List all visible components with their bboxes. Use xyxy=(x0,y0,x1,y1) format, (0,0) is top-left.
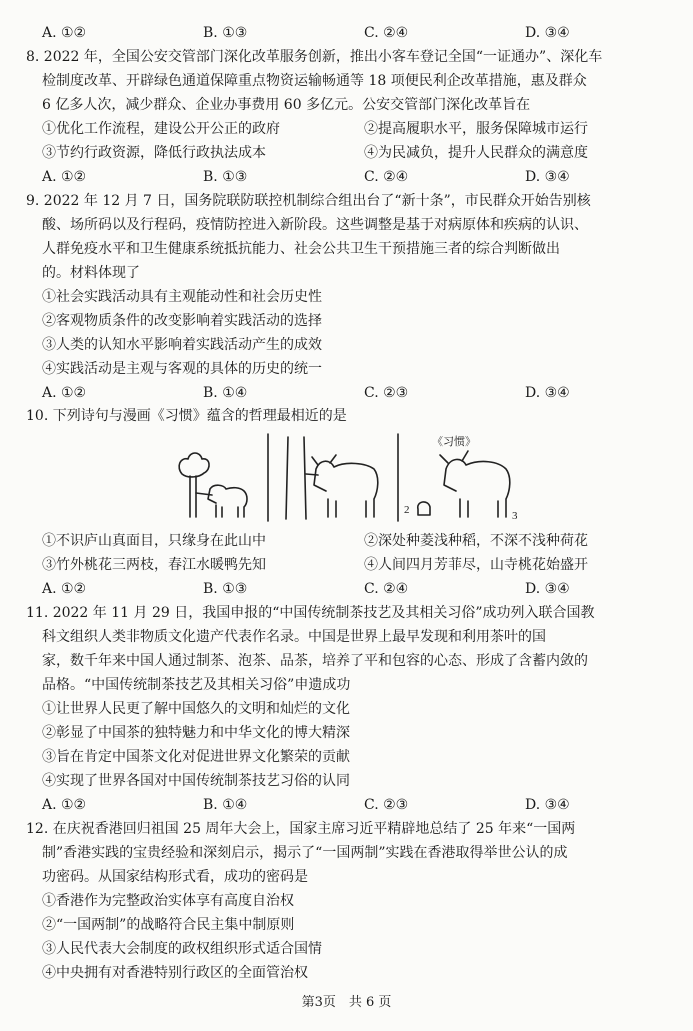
q12-choice-1: ①香港作为完整政治实体享有高度自治权 xyxy=(42,893,294,909)
q10-choice-2: ②深处种菱浅种稻，不深不浅种荷花 xyxy=(364,533,588,549)
calf-panel-1 xyxy=(208,485,247,517)
q8-choice-2: ②提高履职水平，服务保障城市运行 xyxy=(364,121,588,137)
tree-trunk-panel-1 xyxy=(190,476,196,517)
q9-stem-line-2: 酸、场所码以及行程码，疫情防控进入新阶段。这些调整是基于对病原体和疾病的认识、 xyxy=(42,217,588,233)
tree-crown-panel-1 xyxy=(179,453,209,477)
q7-option-a[interactable]: A. ①② xyxy=(42,25,87,41)
q9-option-a[interactable]: A. ①② xyxy=(42,385,87,401)
q11-option-b[interactable]: B. ①④ xyxy=(203,797,248,813)
q10-stem-line-1: 10. 下列诗句与漫画《习惯》蕴含的哲理最相近的是 xyxy=(26,408,347,424)
cartoon-habit-figure xyxy=(170,429,525,524)
panel-number-3: 3 xyxy=(512,510,518,522)
q12-choice-4: ④中央拥有对香港特别行政区的全面管治权 xyxy=(42,965,308,981)
cartoon-title: 《习惯》 xyxy=(432,435,476,448)
q11-choice-4: ④实现了世界各国对中国传统制茶技艺习俗的认同 xyxy=(42,773,350,789)
q12-choice-2: ②“一国两制”的战略符合民主集中制原则 xyxy=(42,917,295,933)
q7-option-d[interactable]: D. ③④ xyxy=(525,25,570,41)
q11-stem-line-2: 科文组织人类非物质文化遗产代表作名录。中国是世界上最早发现和利用茶叶的国 xyxy=(42,629,546,645)
q9-option-d[interactable]: D. ③④ xyxy=(525,385,570,401)
q11-option-d[interactable]: D. ③④ xyxy=(525,797,570,813)
q8-choice-1: ①优化工作流程，建设公开公正的政府 xyxy=(42,121,280,137)
q8-stem-line-2: 检制度改革、开辟绿色通道保障重点物资运输畅通等 18 项便民利企改革措施，惠及群众 xyxy=(42,73,587,89)
q9-choice-3: ③人类的认知水平影响着实践活动产生的成效 xyxy=(42,337,322,353)
q12-stem-line-2: 制”香港实践的宝贵经验和深刻启示，揭示了“一国两制”实践在香港取得举世公认的成 xyxy=(42,845,568,861)
ox-panel-2 xyxy=(314,461,378,517)
tree-trunk-panel-2 xyxy=(286,437,306,519)
ox-panel-3 xyxy=(444,459,510,517)
q8-option-a[interactable]: A. ①② xyxy=(42,169,87,185)
q9-option-c[interactable]: C. ②③ xyxy=(364,385,409,401)
q7-option-b[interactable]: B. ①③ xyxy=(203,25,248,41)
q9-choice-4: ④实践活动是主观与客观的具体的历史的统一 xyxy=(42,361,322,377)
q9-stem-line-3: 人群免疫水平和卫生健康系统抵抗能力、社会公共卫生干预措施三者的综合判断做出 xyxy=(42,241,560,257)
q11-option-c[interactable]: C. ②③ xyxy=(364,797,409,813)
panel-number-2: 2 xyxy=(404,504,410,516)
q8-stem-line-3: 6 亿多人次，减少群众、企业办事费用 60 多亿元。公安交管部门深化改革旨在 xyxy=(42,97,531,113)
q12-choice-3: ③人民代表大会制度的政权组织形式适合国情 xyxy=(42,941,322,957)
stump-panel-3 xyxy=(418,502,430,515)
q11-stem-line-1: 11. 2022 年 11 月 29 日，我国申报的“中国传统制茶技艺及其相关习俗”成功列入联合国教 xyxy=(26,605,595,621)
q8-choice-3: ③节约行政资源，降低行政执法成本 xyxy=(42,145,266,161)
q8-option-c[interactable]: C. ②④ xyxy=(364,169,409,185)
q10-choice-4: ④人间四月芳菲尽，山寺桃花始盛开 xyxy=(364,557,588,573)
q10-choice-3: ③竹外桃花三两枝，春江水暖鸭先知 xyxy=(42,557,266,573)
q10-option-a[interactable]: A. ①② xyxy=(42,581,87,597)
q8-option-d[interactable]: D. ③④ xyxy=(525,169,570,185)
q10-choice-1: ①不识庐山真面目，只缘身在此山中 xyxy=(42,533,266,549)
q11-stem-line-3: 家，数千年来中国人通过制茶、泡茶、品茶，培养了平和包容的心态、形成了含蓄内敛的 xyxy=(42,653,588,669)
q8-stem-line-1: 8. 2022 年，全国公安交管部门深化改革服务创新，推出小客车登记全国“一证通办”、深化车 xyxy=(26,49,603,65)
page-footer: 第3页 共 6 页 xyxy=(301,995,392,1010)
q11-choice-1: ①让世界人民更了解中国悠久的文明和灿烂的文化 xyxy=(42,701,350,717)
rope-panel-2 xyxy=(306,474,318,475)
q8-choice-4: ④为民减负，提升人民群众的满意度 xyxy=(364,145,588,161)
q9-stem-line-4: 的。材料体现了 xyxy=(42,265,140,281)
q11-choice-2: ②彰显了中国茶的独特魅力和中华文化的博大精深 xyxy=(42,725,350,741)
q9-choice-1: ①社会实践活动具有主观能动性和社会历史性 xyxy=(42,289,322,305)
q9-stem-line-1: 9. 2022 年 12 月 7 日，国务院联防联控机制综合组出台了“新十条”，市民群众开始告别核 xyxy=(26,193,591,209)
q9-choice-2: ②客观物质条件的改变影响着实践活动的选择 xyxy=(42,313,322,329)
q7-option-c[interactable]: C. ②④ xyxy=(364,25,409,41)
q11-choice-3: ③旨在肯定中国茶文化对促进世界文化繁荣的贡献 xyxy=(42,749,350,765)
q8-option-b[interactable]: B. ①③ xyxy=(203,169,248,185)
q9-option-b[interactable]: B. ①④ xyxy=(203,385,248,401)
q10-option-d[interactable]: D. ③④ xyxy=(525,581,570,597)
q11-option-a[interactable]: A. ①② xyxy=(42,797,87,813)
q12-stem-line-3: 功密码。从国家结构形式看，成功的密码是 xyxy=(42,869,308,885)
q10-option-c[interactable]: C. ②④ xyxy=(364,581,409,597)
q12-stem-line-1: 12. 在庆祝香港回归祖国 25 周年大会上，国家主席习近平精辟地总结了 25 年来“一国两 xyxy=(26,821,576,837)
q11-stem-line-4: 品格。“中国传统制茶技艺及其相关习俗”申遗成功 xyxy=(42,677,351,693)
q10-option-b[interactable]: B. ①③ xyxy=(203,581,248,597)
cartoon-drawing xyxy=(170,429,525,524)
